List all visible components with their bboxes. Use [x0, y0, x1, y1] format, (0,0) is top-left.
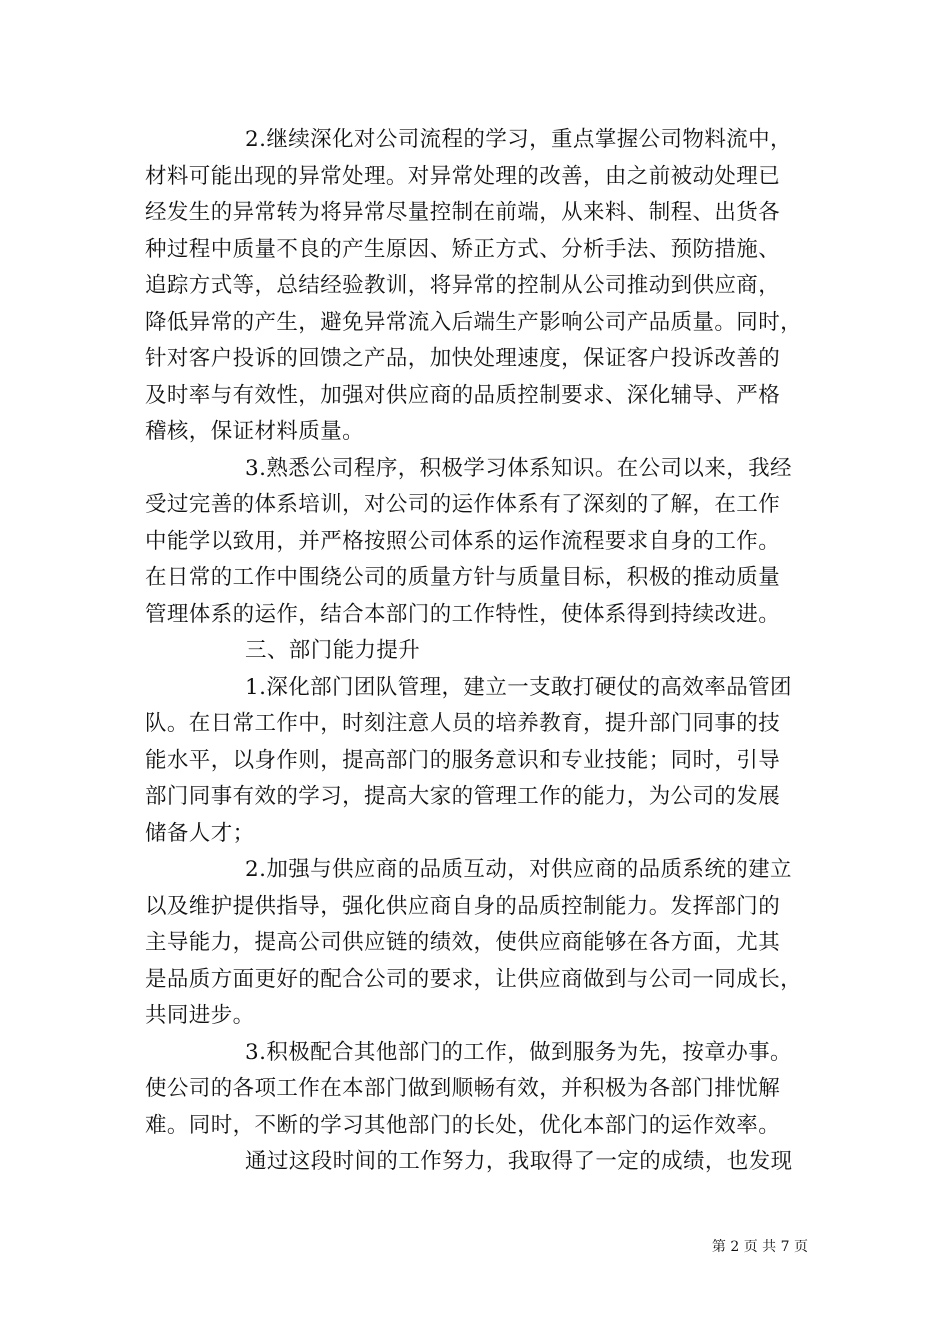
text-line: 种过程中质量不良的产生原因、矫正方式、分析手法、预防措施、	[145, 236, 781, 262]
text-line: 及时率与有效性，加强对供应商的品质控制要求、深化辅导、严格	[145, 382, 781, 408]
text-line: 队。在日常工作中，时刻注意人员的培养教育，提升部门同事的技	[145, 711, 781, 736]
document-body	[145, 122, 805, 1181]
text-line: 3.熟悉公司程序，积极学习体系知识。在公司以来，我经	[245, 455, 792, 481]
text-line: 2.继续深化对公司流程的学习，重点掌握公司物料流中，	[245, 127, 792, 152]
text-line: 共同进步。	[145, 1003, 255, 1028]
text-line: 1.深化部门团队管理，建立一支敢打硬仗的高效率品管团	[245, 674, 792, 700]
text-line: 受过完善的体系培训，对公司的运作体系有了深刻的了解，在工作	[145, 492, 781, 517]
text-line: 储备人才；	[145, 820, 255, 846]
text-line: 3.积极配合其他部门的工作，做到服务为先，按章办事。	[245, 1039, 792, 1065]
text-line: 管理体系的运作，结合本部门的工作特性，使体系得到持续改进。	[145, 601, 781, 627]
text-line: 能水平，以身作则，提高部门的服务意识和专业技能；同时，引导	[145, 747, 781, 773]
text-line: 是品质方面更好的配合公司的要求，让供应商做到与公司一同成长，	[145, 966, 803, 992]
text-line: 中能学以致用，并严格按照公司体系的运作流程要求自身的工作。	[145, 528, 781, 554]
text-line: 追踪方式等，总结经验教训，将异常的控制从公司推动到供应商，	[145, 273, 781, 298]
text-line: 主导能力，提高公司供应链的绩效，使供应商能够在各方面，尤其	[145, 930, 781, 955]
text-line: 使公司的各项工作在本部门做到顺畅有效，并积极为各部门排忧解	[145, 1076, 781, 1101]
text-line: 以及维护提供指导，强化供应商自身的品质控制能力。发挥部门的	[145, 893, 781, 919]
page-footer: 第 2 页 共 7 页	[711, 1239, 808, 1255]
text-line: 难。同时，不断的学习其他部门的长处，优化本部门的运作效率。	[145, 1112, 781, 1138]
text-line: 在日常的工作中围绕公司的质量方针与质量目标，积极的推动质量	[145, 565, 781, 590]
text-line: 经发生的异常转为将异常尽量控制在前端，从来料、制程、出货各	[145, 200, 781, 225]
text-line: 稽核，保证材料质量。	[145, 419, 365, 444]
text-line: 三、部门能力提升	[245, 638, 421, 663]
text-line: 2.加强与供应商的品质互动，对供应商的品质系统的建立	[245, 857, 792, 882]
text-line: 降低异常的产生，避免异常流入后端生产影响公司产品质量。同时，	[145, 309, 803, 335]
text-line: 部门同事有效的学习，提高大家的管理工作的能力，为公司的发展	[145, 784, 781, 809]
text-line: 材料可能出现的异常处理。对异常处理的改善，由之前被动处理已	[145, 163, 781, 189]
text-line: 通过这段时间的工作努力，我取得了一定的成绩，也发现	[245, 1149, 793, 1174]
text-line: 针对客户投诉的回馈之产品，加快处理速度，保证客户投诉改善的	[145, 346, 781, 371]
